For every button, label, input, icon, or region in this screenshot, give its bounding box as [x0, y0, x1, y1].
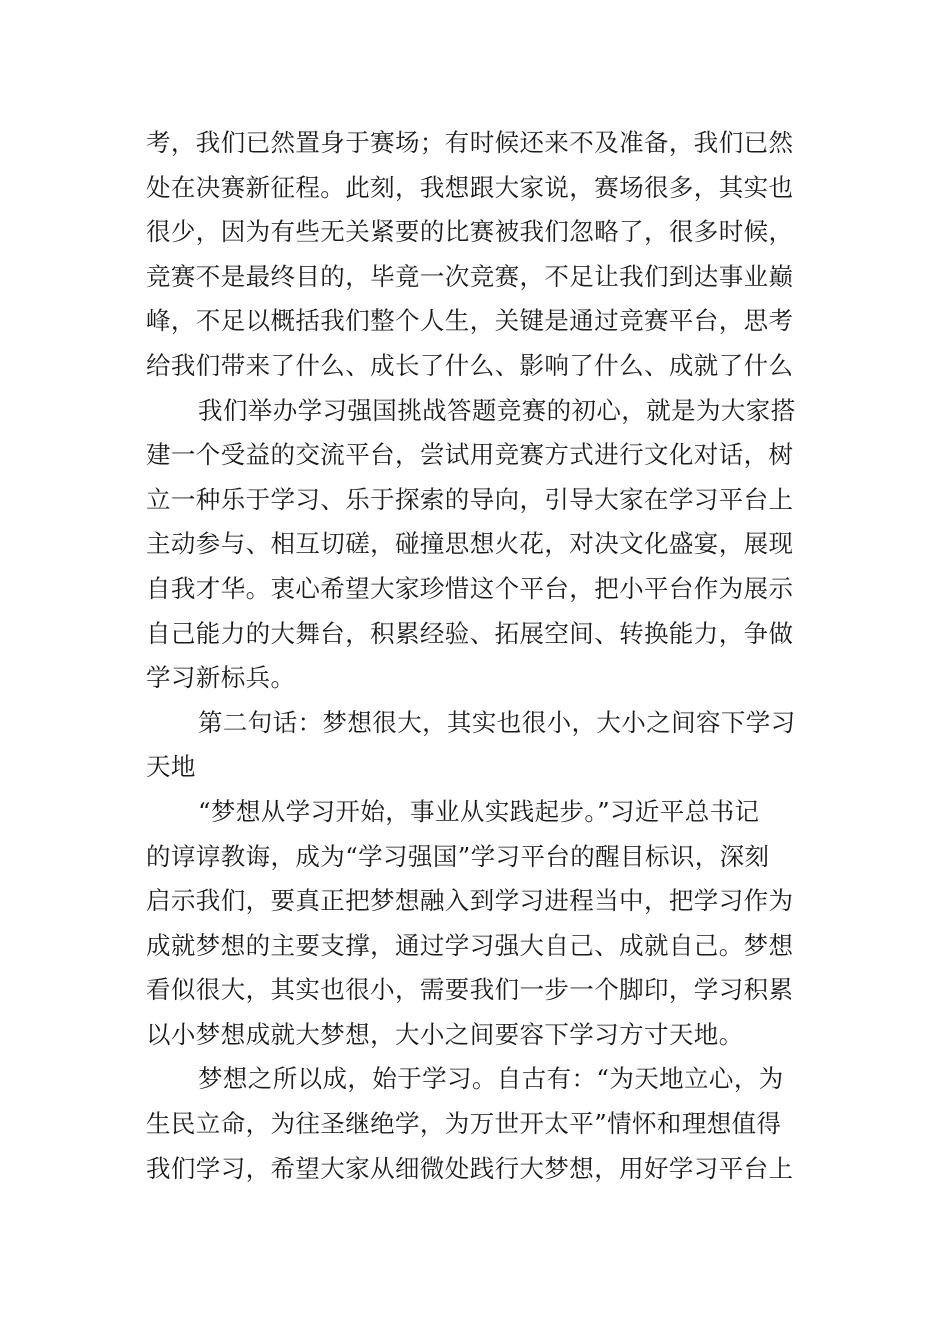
- text-line: 生民立命，为往圣继绝学，为万世开太平”情怀和理想值得: [146, 1109, 782, 1139]
- paragraph-1: [146, 121, 816, 389]
- text-line: 建一个受益的交流平台，尝试用竞赛方式进行文化对话，树: [146, 440, 794, 470]
- text-line: 看似很大，其实也很小，需要我们一步一个脚印，学习积累: [146, 975, 794, 1005]
- text-line: 自己能力的大舞台，积累经验、拓展空间、转换能力，争做: [146, 618, 794, 648]
- text-line: 我们举办学习强国挑战答题竞赛的初心，就是为大家搭: [198, 395, 796, 425]
- text-line: 竞赛不是最终目的，毕竟一次竞赛，不足让我们到达事业巅: [146, 261, 794, 291]
- paragraph-3: [146, 790, 816, 1058]
- document-page: [146, 121, 816, 1191]
- text-line: 处在决赛新征程。此刻，我想跟大家说，赛场很多，其实也: [146, 172, 794, 202]
- paragraph-4: [146, 1057, 816, 1191]
- text-line: 第二句话：梦想很大，其实也很小，大小之间容下学习: [198, 707, 796, 737]
- text-line: 学习新标兵。: [146, 663, 296, 693]
- text-line: 启示我们，要真正把梦想融入到学习进程当中，把学习作为: [146, 886, 794, 916]
- text-line: 成就梦想的主要支撑，通过学习强大自己、成就自己。梦想: [146, 930, 794, 960]
- text-line: 我们学习，希望大家从细微处践行大梦想，用好学习平台上: [146, 1153, 794, 1183]
- text-line: “梦想从学习开始，事业从实践起步。”习近平总书记: [198, 796, 760, 826]
- text-line: 峰，不足以概括我们整个人生，关键是通过竞赛平台，思考: [146, 306, 794, 336]
- text-line: 考，我们已然置身于赛场；有时候还来不及准备，我们已然: [146, 128, 794, 157]
- text-line: 的谆谆教诲，成为“学习强国”学习平台的醒目标识，深刻: [146, 841, 770, 871]
- section-heading: [146, 701, 816, 790]
- text-line: 主动参与、相互切磋，碰撞思想火花，对决文化盛宴，展现: [146, 529, 794, 559]
- text-line: 自我才华。衷心希望大家珍惜这个平台，把小平台作为展示: [146, 573, 794, 603]
- text-line: 梦想之所以成，始于学习。自古有：“为天地立心，为: [198, 1064, 784, 1094]
- text-line: 以小梦想成就大梦想，大小之间要容下学习方寸天地。: [146, 1019, 744, 1049]
- text-line: 给我们带来了什么、成长了什么、影响了什么、成就了什么: [146, 350, 794, 380]
- text-line: 很少，因为有些无关紧要的比赛被我们忽略了，很多时候，: [146, 217, 794, 247]
- text-line: 天地: [146, 752, 196, 782]
- paragraph-2: [146, 389, 816, 701]
- text-line: 立一种乐于学习、乐于探索的导向，引导大家在学习平台上: [146, 484, 794, 514]
